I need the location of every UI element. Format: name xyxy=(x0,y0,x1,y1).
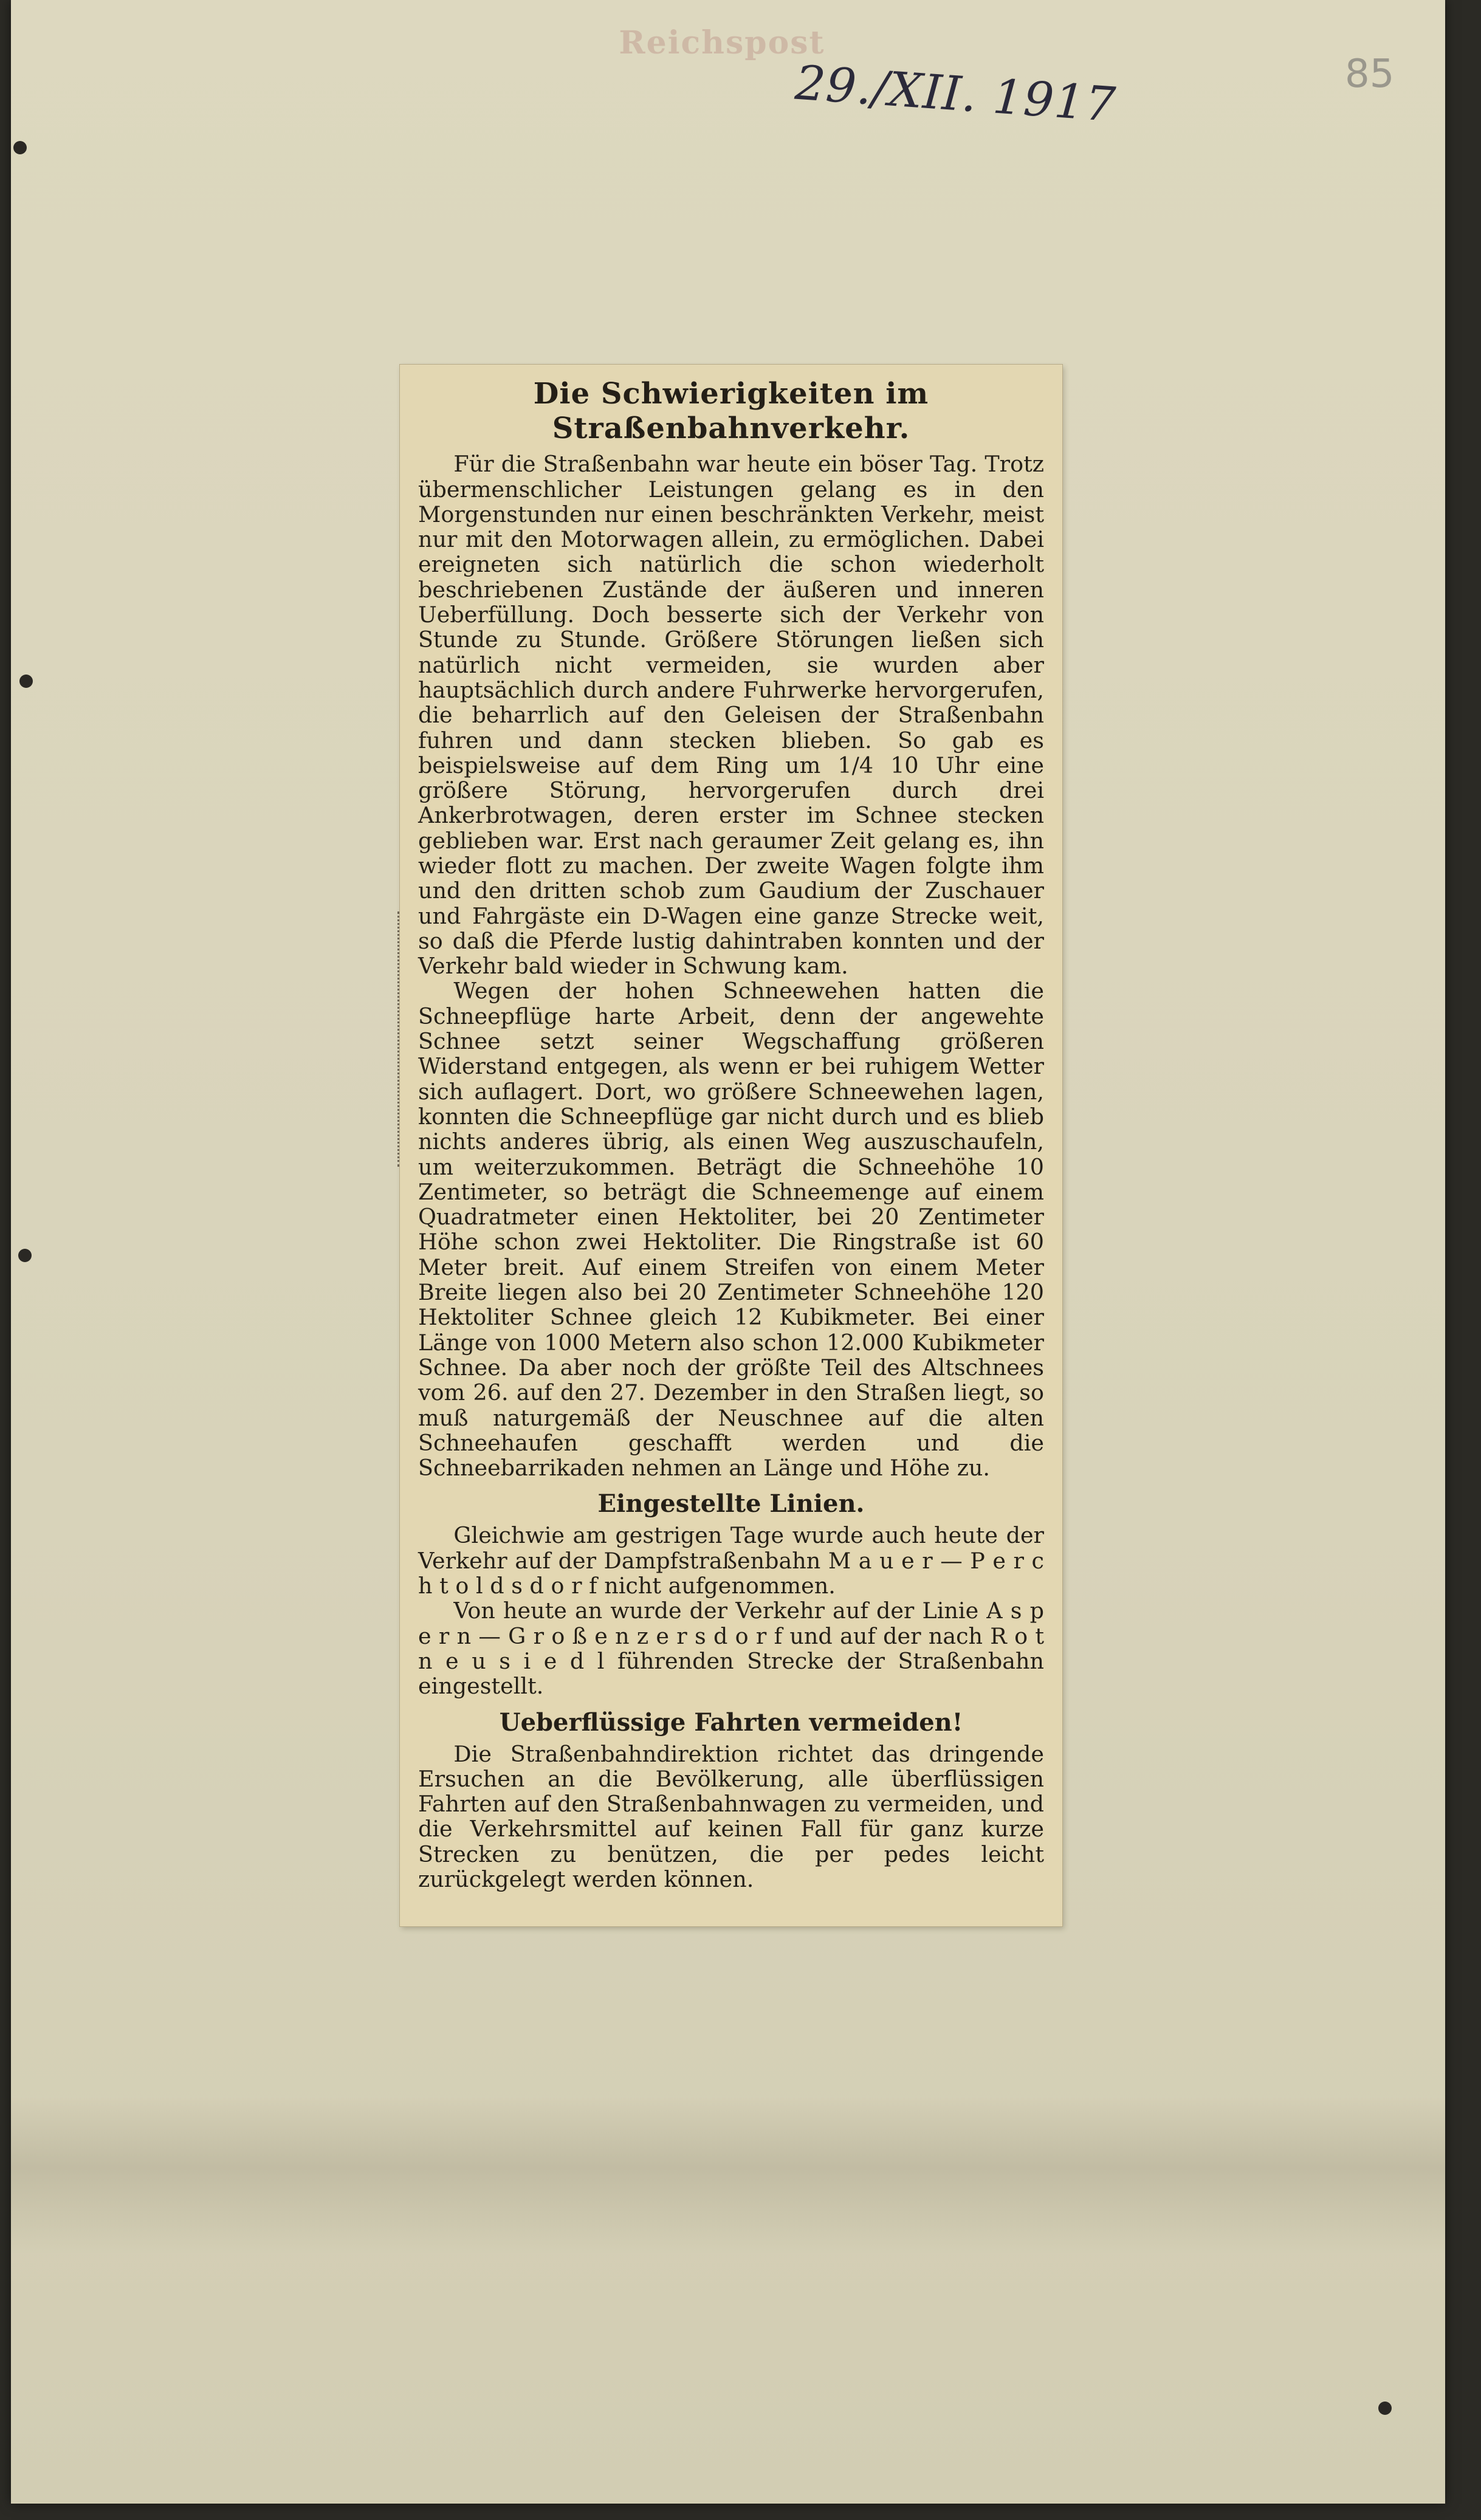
archive-sheet xyxy=(11,0,1445,2504)
article-headline: Die Schwierigkeiten im Straßenbahnverkehr. xyxy=(533,377,929,445)
margin-dots xyxy=(397,912,402,1167)
article-paragraph: Die Straßenbahndirektion richtet das dringende Ersuchen an die Bevölkerung, alle überflüssigen Fahrten auf den Straßenbahnwagen zu vermeiden, und die Verkehrsmittel auf keinen Fall für ganz kurze Strecken zu benützen, die per pedes leicht zurückgelegt werden können. xyxy=(418,1740,1044,1892)
punch-hole-icon xyxy=(18,1249,32,1262)
newspaper-clipping xyxy=(400,365,1062,1926)
section-heading: Eingestellte Linien. xyxy=(597,1489,865,1519)
handwritten-date: 29./XII. 1917 xyxy=(793,55,1118,133)
article-paragraph: Wegen der hohen Schneewehen hatten die Schneepflüge harte Arbeit, denn der angewehte Schnee setzt seiner Wegschaffung größeren Widerstand entgegen, als wenn er bei ruhigem Wetter sich auflagert. Dort, wo größere Schneewehen lagen, konnten die Schneepflüge gar nicht durch und es blieb nichts anderes übrig, als einen Weg auszuschaufeln, um weiterzukommen. Beträgt die Schneehöhe 10 Zentimeter, so beträgt die Schneemenge auf einem Quadratmeter einen Hektoliter, bei 20 Zentimeter Höhe schon zwei Hektoliter. Die Ringstraße ist 60 Meter breit. Auf einem Streifen von einem Meter Breite liegen also bei 20 Zentimeter Schneehöhe 120 Hektoliter Schnee gleich 12 Kubikmeter. Bei einer Länge von 1000 Metern also schon 12.000 Kubikmeter Schnee. Da aber noch der größte Teil des Altschnees vom 26. auf den 27. Dezember in den Straßen liegt, so muß naturgemäß der Neuschnee auf die alten Schneehaufen geschafft werden und die Schneebarrikaden nehmen an Länge und Höhe zu. xyxy=(418,978,1044,1481)
article-paragraph: Von heute an wurde der Verkehr auf der Linie A s p e r n — G r o ß e n z e r s d o r f und auf der nach R o t n e u s i e d l führenden Strecke der Straßenbahn eingestellt. xyxy=(418,1598,1044,1700)
punch-hole-icon xyxy=(1378,2402,1392,2415)
page-number: 85 xyxy=(1345,52,1395,97)
article-paragraph: Für die Straßenbahn war heute ein böser Tag. Trotz übermenschlicher Leistungen gelang es in den Morgenstunden nur einen beschränkten Verkehr, meist nur mit den Motorwagen allein, zu ermöglichen. Dabei ereigneten sich natürlich die schon wiederholt beschriebenen Zustände der äußeren und inneren Ueberfüllung. Doch besserte sich der Verkehr von Stunde zu Stunde. Größere Störungen ließen sich natürlich nicht vermeiden, sie wurden aber hauptsächlich durch andere Fuhrwerke hervorgerufen, die beharrlich auf den Geleisen der Straßenbahn fuhren und dann stecken blieben. So gab es beispielsweise auf dem Ring um 1/4 10 Uhr eine größere Störung, hervorgerufen durch drei Ankerbrotwagen, deren erster im Schnee stecken geblieben war. Erst nach geraumer Zeit gelang es, ihn wieder flott zu machen. Der zweite Wagen folgte ihm und den dritten schob zum Gaudium der Zuschauer und Fahrgäste ein D-Wagen eine ganze Strecke weit, so daß die Pferde lustig dahintraben konnten und der Verkehr bald wieder in Schwung kam. xyxy=(418,451,1044,980)
fold-shadow xyxy=(11,2096,1445,2254)
newspaper-name-stamp: Reichspost xyxy=(619,24,825,61)
punch-hole-icon xyxy=(19,675,33,688)
section-heading: Ueberflüssige Fahrten vermeiden! xyxy=(499,1708,963,1737)
article-paragraph: Gleichwie am gestrigen Tage wurde auch heute der Verkehr auf der Dampfstraßenbahn M a u e r — P e r c h t o l d s d o r f nicht aufgenommen. xyxy=(418,1522,1044,1599)
punch-hole-icon xyxy=(13,141,27,154)
